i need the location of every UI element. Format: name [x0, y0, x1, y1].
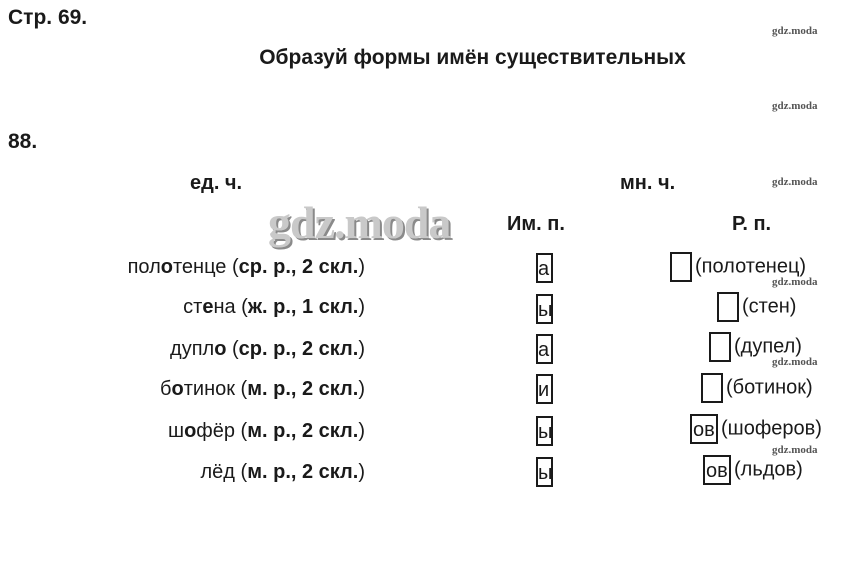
word-part: ст — [183, 296, 203, 318]
nominative-ending-box: и — [536, 374, 553, 404]
genitive-cell — [701, 373, 813, 403]
noun-row: полотенце (ср. р., 2 скл.) — [127, 256, 365, 278]
nominative-ending-box: а — [536, 334, 553, 364]
stressed-vowel: о — [171, 378, 184, 400]
genitive-form: (дупел) — [734, 335, 802, 358]
noun-row: шофёр (м. р., 2 скл.) — [168, 420, 365, 442]
noun-row: ботинок (м. р., 2 скл.) — [160, 378, 365, 400]
genitive-cell — [717, 292, 796, 322]
genitive-form: (шоферов) — [721, 417, 822, 440]
exercise-title: Образуй формы имён существительных — [259, 46, 686, 69]
grammar-info: м. р., 2 скл. — [247, 461, 359, 483]
genitive-cell — [709, 332, 802, 362]
genitive-cell — [690, 414, 822, 444]
header-singular: ед. ч. — [190, 172, 243, 194]
word-part: на — [213, 296, 236, 318]
grammar-info: м. р., 2 скл. — [247, 378, 359, 400]
watermark-logo: gdz.moda — [268, 197, 451, 248]
genitive-ending-box — [717, 292, 739, 322]
genitive-ending-box: ов — [690, 414, 718, 444]
grammar-info: ж. р., 1 скл. — [247, 296, 359, 318]
stressed-vowel: о — [184, 420, 197, 442]
word-part: б — [160, 378, 172, 400]
genitive-form: (ботинок) — [726, 376, 813, 399]
genitive-ending-box — [701, 373, 723, 403]
nominative-ending-box: ы — [536, 294, 553, 324]
noun-row: дупло (ср. р., 2 скл.) — [170, 338, 365, 360]
watermark-small: gdz.moda — [772, 356, 818, 368]
stressed-vowel: е — [202, 296, 214, 318]
genitive-cell — [703, 455, 803, 485]
word-part: фёр — [196, 420, 235, 442]
stressed-vowel: о — [160, 256, 173, 278]
genitive-ending-box: ов — [703, 455, 731, 485]
word-part: пол — [127, 256, 161, 278]
genitive-ending-box — [709, 332, 731, 362]
genitive-form: (льдов) — [734, 458, 803, 481]
word-part: тенце — [172, 256, 227, 278]
page-reference: Стр. 69. — [8, 6, 88, 29]
header-nominative: Им. п. — [507, 213, 565, 235]
exercise-number: 88. — [8, 130, 38, 153]
word-part: тинок — [183, 378, 235, 400]
word-part: лёд — [200, 461, 235, 483]
noun-row: стена (ж. р., 1 скл.) — [183, 296, 365, 318]
nominative-ending-box: а — [536, 253, 553, 283]
watermark-small: gdz.moda — [772, 276, 818, 288]
stressed-vowel: о — [214, 338, 227, 360]
grammar-info: м. р., 2 скл. — [247, 420, 359, 442]
header-plural: мн. ч. — [620, 172, 676, 194]
grammar-info: ср. р., 2 скл. — [238, 338, 359, 360]
word-part: дупл — [170, 338, 215, 360]
noun-row: лёд (м. р., 2 скл.) — [200, 461, 365, 483]
genitive-ending-box — [670, 252, 692, 282]
watermark-small: gdz.moda — [772, 25, 818, 37]
watermark-small: gdz.moda — [772, 176, 818, 188]
nominative-ending-box: ы — [536, 416, 553, 446]
nominative-ending-box: ы — [536, 457, 553, 487]
watermark-small: gdz.moda — [772, 444, 818, 456]
genitive-form: (полотенец) — [695, 255, 807, 278]
word-part: ш — [168, 420, 185, 442]
genitive-form: (стен) — [742, 295, 797, 318]
grammar-info: ср. р., 2 скл. — [238, 256, 359, 278]
genitive-cell — [670, 252, 806, 282]
header-genitive: Р. п. — [732, 213, 772, 235]
watermark-small: gdz.moda — [772, 100, 818, 112]
